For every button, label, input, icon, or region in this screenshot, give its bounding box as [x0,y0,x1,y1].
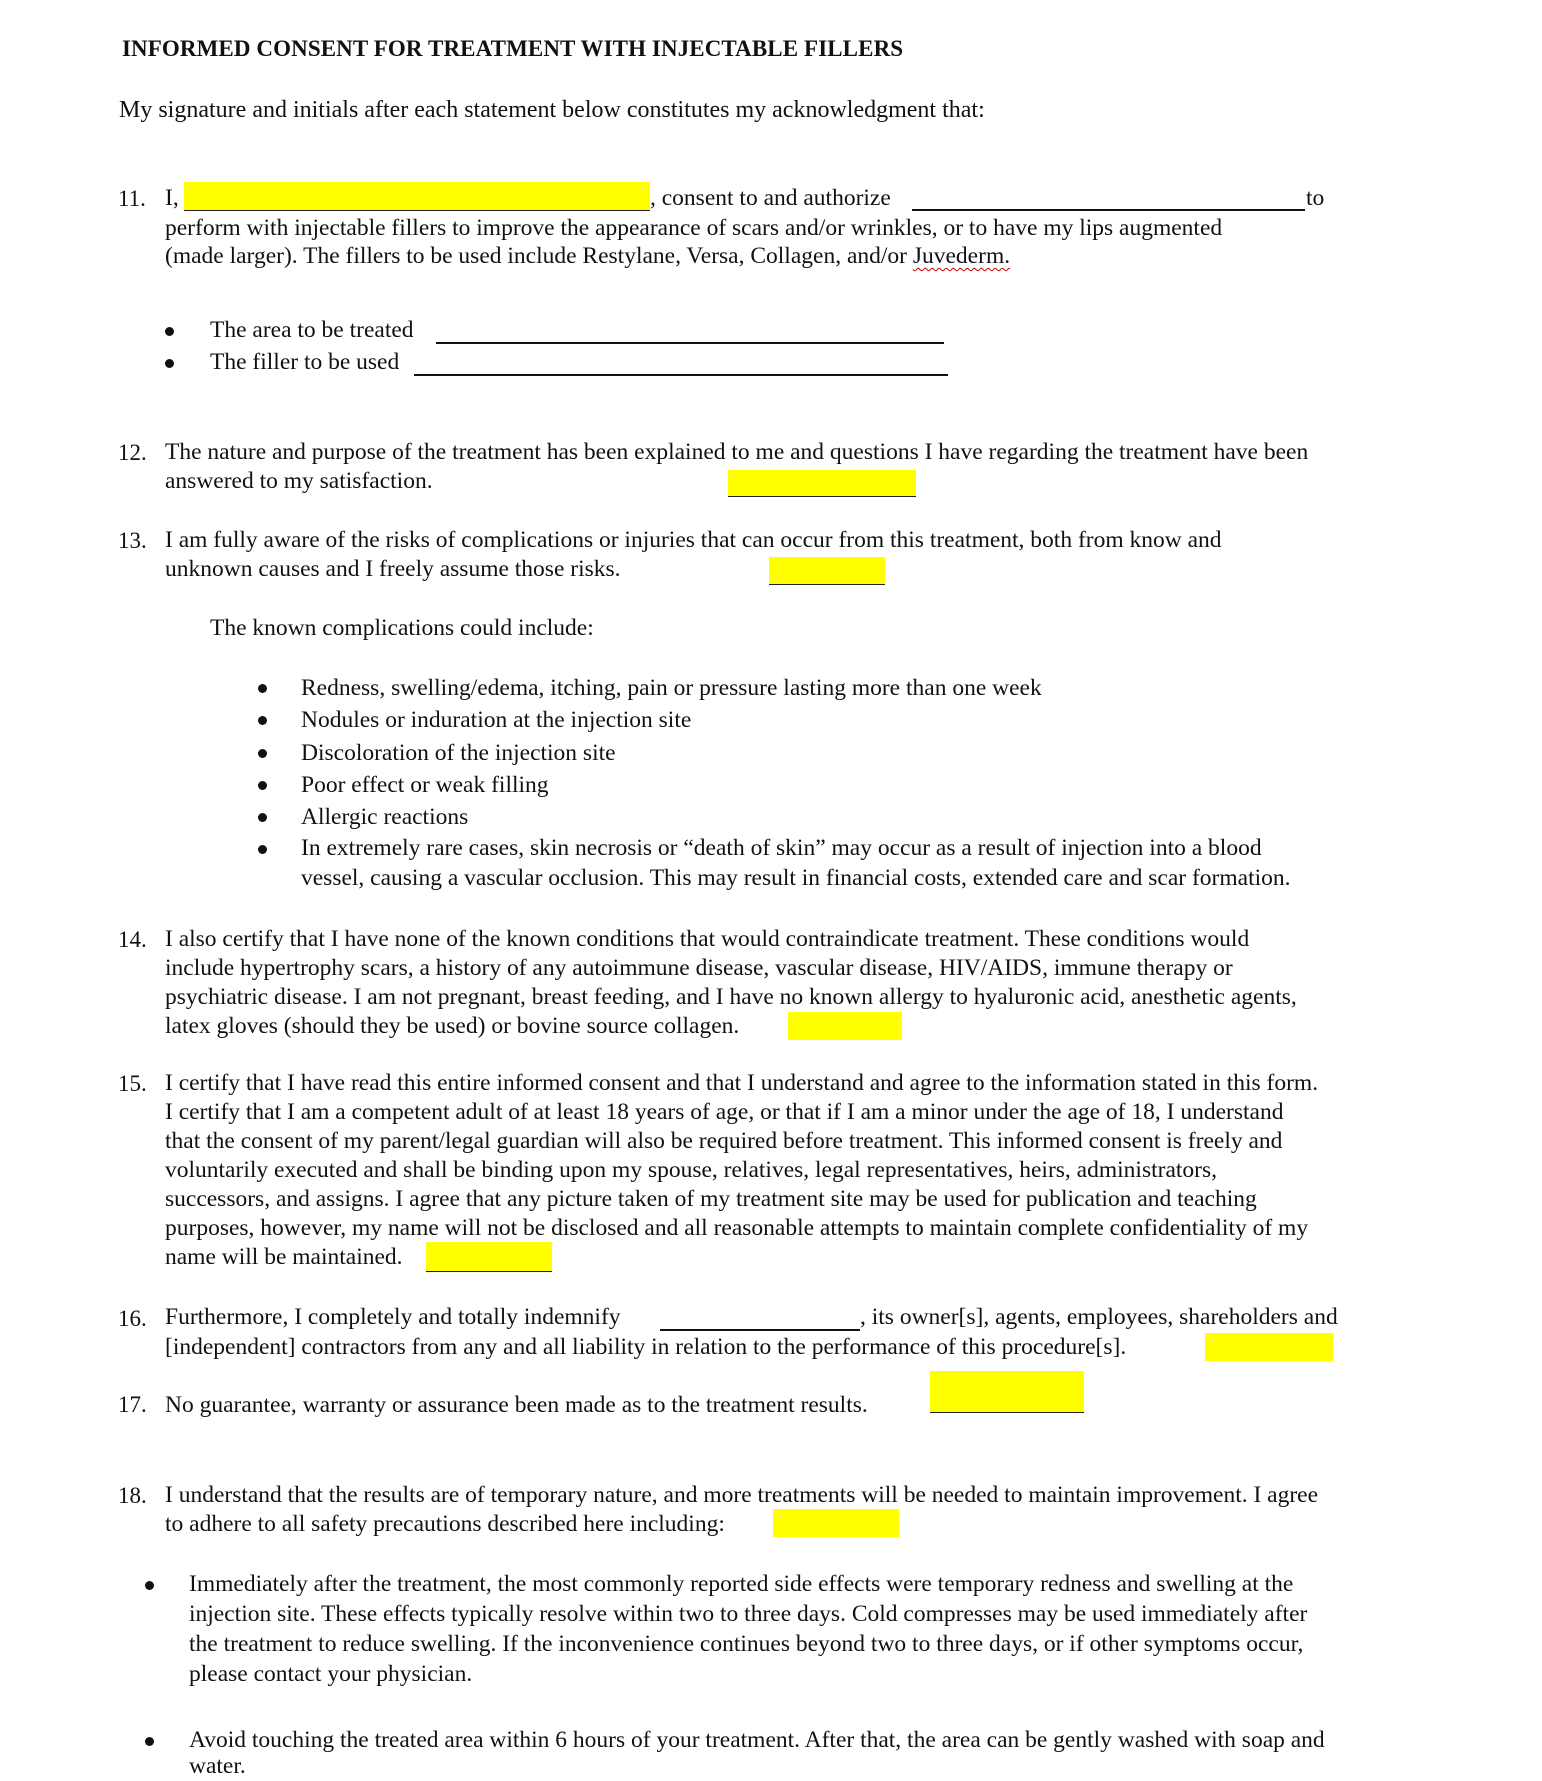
complications-label: The known complications could include: [210,615,594,641]
bullet-icon [145,1581,154,1590]
item-11-lead: I, [165,185,179,211]
item-11-mid: , consent to and authorize [650,185,891,211]
item-17-initials-field[interactable] [930,1371,1084,1413]
item-11-line-3-text: (made larger). The fillers to be used include Restylane, Versa, Collagen, and/or [165,243,913,269]
complication-item: Nodules or induration at the injection site [301,707,692,733]
item-16-line-2: [independent] contractors from any and all liability in relation to the performance of this procedure[s]. [165,1334,1127,1360]
item-14-number: 14. [118,927,147,952]
bullet-icon [258,684,267,693]
item-14-initials-field[interactable] [788,1012,902,1040]
item-18-line: to adhere to all safety precautions described here including: [165,1511,725,1537]
bullet-icon [165,327,174,336]
item-11-line-2: perform with injectable fillers to improve the appearance of scars and/or wrinkles, or to have my lips augmented [165,215,1223,241]
item-18-number: 18. [118,1483,147,1508]
precaution-line: water. [189,1753,246,1779]
item-11-number: 11. [118,186,146,211]
item-12-initials-field[interactable] [728,470,916,497]
item-15-line: successors, and assigns. I agree that any picture taken of my treatment site may be used for publication and teaching [165,1186,1257,1212]
bullet-icon [258,716,267,725]
item-11-line-3-brand: Juvederm. [912,243,1011,269]
bullet-icon [258,749,267,758]
precaution-line: injection site. These effects typically resolve within two to three days. Cold compresses may be used immediately after [189,1601,1308,1627]
item-12-line-1: The nature and purpose of the treatment has been explained to me and questions I have regarding the treatment have been [165,439,1309,465]
precaution-line: Avoid touching the treated area within 6 hours of your treatment. After that, the area can be gently washed with soap and [189,1727,1325,1753]
item-15-line: I certify that I am a competent adult of at least 18 years of age, or that if I am a minor under the age of 18, I understand [165,1099,1284,1125]
item-15-initials-field[interactable] [426,1242,552,1272]
bullet-icon [258,813,267,822]
complication-item: Allergic reactions [301,804,469,830]
item-11-line-3 [165,242,1010,271]
precaution-line: the treatment to reduce swelling. If the inconvenience continues beyond two to three days, or if other symptoms occur, [189,1631,1304,1657]
item-15-line: voluntarily executed and shall be binding upon my spouse, relatives, legal representatives, heirs, administrators, [165,1157,1218,1183]
item-12-line-2: answered to my satisfaction. [165,468,433,494]
bullet-icon [258,781,267,790]
item-15-line: that the consent of my parent/legal guardian will also be required before treatment. This informed consent is freely and [165,1128,1283,1154]
item-11-tail: to [1306,185,1325,211]
item-17-text: No guarantee, warranty or assurance been made as to the treatment results. [165,1392,868,1418]
item-15-number: 15. [118,1071,147,1096]
item-15-line: name will be maintained. [165,1244,403,1270]
item-14-line: psychiatric disease. I am not pregnant, breast feeding, and I have no known allergy to hyaluronic acid, anesthetic agents, [165,984,1297,1010]
item-14-line: include hypertrophy scars, a history of any autoimmune disease, vascular disease, HIV/AIDS, immune therapy or [165,955,1233,981]
item-12-number: 12. [118,440,147,465]
bullet-icon [258,845,267,854]
bullet-icon [165,359,174,368]
item-16-number: 16. [118,1306,147,1331]
item-16-tail: , its owner[s], agents, employees, shareholders and [860,1304,1338,1330]
item-13-number: 13. [118,528,147,553]
item-18-initials-field[interactable] [773,1509,899,1537]
patient-name-field[interactable] [184,182,650,211]
item-15-line: I certify that I have read this entire informed consent and that I understand and agree to the information stated in this form. [165,1070,1319,1096]
item-18-line: I understand that the results are of temporary nature, and more treatments will be needed to maintain improvement. I agree [165,1482,1319,1508]
item-15-line: purposes, however, my name will not be disclosed and all reasonable attempts to maintain complete confidentiality of my [165,1215,1309,1241]
item-14-line: I also certify that I have none of the known conditions that would contraindicate treatment. These conditions would [165,926,1250,952]
item-14-line: latex gloves (should they be used) or bovine source collagen. [165,1013,740,1039]
area-treated-label: The area to be treated [210,317,414,343]
item-16-lead: Furthermore, I completely and totally indemnify [165,1304,621,1330]
indemnified-party-field[interactable] [660,1304,860,1331]
complication-item-continued: vessel, causing a vascular occlusion. This may result in financial costs, extended care and scar formation. [301,865,1291,891]
provider-name-field[interactable] [912,183,1305,211]
bullet-icon [145,1737,154,1746]
filler-used-label: The filler to be used [210,349,400,375]
item-13-line-2: unknown causes and I freely assume those risks. [165,556,621,582]
complication-item: Redness, swelling/edema, itching, pain or pressure lasting more than one week [301,675,1042,701]
intro-statement: My signature and initials after each statement below constitutes my acknowledgment that: [119,97,985,123]
precaution-line: Immediately after the treatment, the most commonly reported side effects were temporary redness and swelling at the [189,1571,1294,1597]
document-title: INFORMED CONSENT FOR TREATMENT WITH INJECTABLE FILLERS [122,36,904,61]
area-treated-field[interactable] [436,316,944,344]
item-17-number: 17. [118,1392,147,1417]
complication-item: Poor effect or weak filling [301,772,549,798]
complication-item: Discoloration of the injection site [301,740,616,766]
precaution-line: please contact your physician. [189,1661,473,1687]
item-13-initials-field[interactable] [769,557,885,585]
item-16-initials-field[interactable] [1205,1333,1333,1361]
item-13-line-1: I am fully aware of the risks of complications or injuries that can occur from this treatment, both from know and [165,527,1222,553]
complication-item: In extremely rare cases, skin necrosis or “death of skin” may occur as a result of injection into a blood [301,835,1262,861]
filler-used-field[interactable] [414,348,948,376]
